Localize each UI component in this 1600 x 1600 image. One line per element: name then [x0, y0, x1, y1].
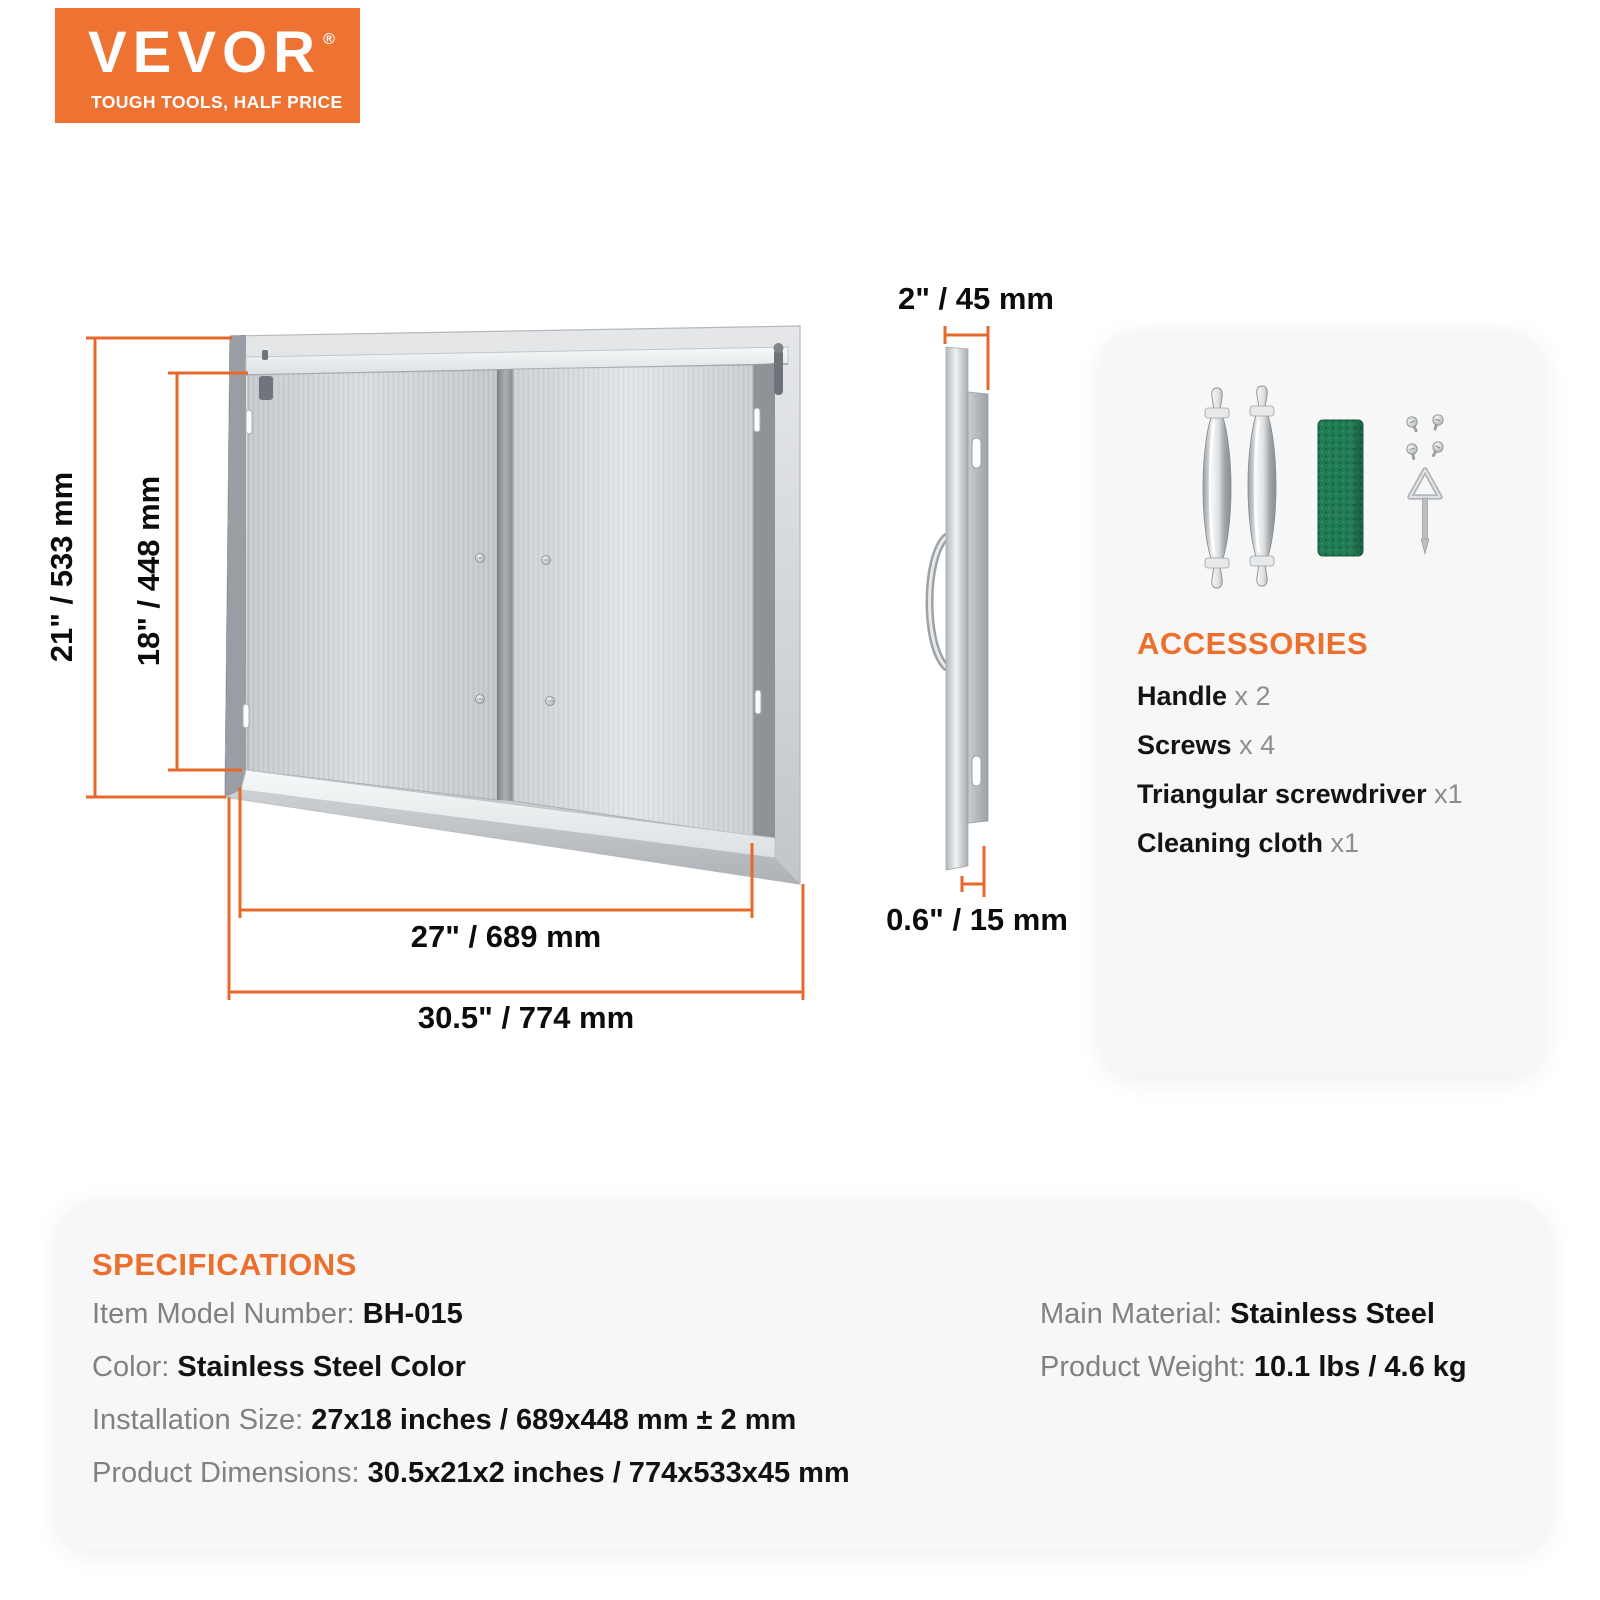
frame-bottom-sill: [241, 770, 775, 858]
side-front-strip: [946, 347, 968, 870]
screws-icon: [1405, 413, 1445, 460]
mounting-slot: [246, 410, 252, 434]
specifications-heading: SPECIFICATIONS: [92, 1247, 357, 1282]
spec-row-material: Main Material: Stainless Steel: [1040, 1298, 1435, 1330]
side-handle-icon: [930, 537, 947, 667]
door-outer-frame: [225, 326, 800, 884]
door-center-divider: [497, 369, 513, 801]
brand-name: [88, 20, 335, 85]
dim-label-outer-height: 21" / 533 mm: [44, 471, 79, 663]
accessory-item: Triangular screwdriver x1: [1137, 779, 1463, 809]
frame-left-return: [225, 335, 246, 797]
door-panel-right: [513, 365, 753, 836]
dim-line-depth: [945, 326, 988, 390]
accessory-item: Cleaning cloth x1: [1137, 828, 1360, 858]
registered-mark: ®: [323, 31, 335, 48]
brand-logo: [55, 8, 360, 123]
mounting-slot: [243, 704, 249, 728]
triangular-screwdriver-icon: [1410, 470, 1440, 554]
accessories-list: [1137, 682, 1463, 878]
dim-line-inner-width: [240, 787, 752, 918]
dim-line-outer-width: [229, 797, 803, 1000]
dim-label-outer-width: 30.5" / 774 mm: [417, 1000, 635, 1035]
spec-row-model: Item Model Number: BH-015: [92, 1298, 463, 1330]
hinge-pin-icon: [774, 349, 783, 395]
spec-row-color: Color: Stainless Steel Color: [92, 1351, 466, 1383]
hinge-pin-icon: [262, 350, 268, 360]
flange-slot: [972, 438, 981, 468]
dim-line-inner-height: [168, 373, 248, 770]
side-back-flange: [968, 392, 988, 823]
dim-label-inner-width: 27" / 689 mm: [410, 919, 602, 954]
dim-line-flange-offset: [962, 846, 984, 897]
brand-wordmark: VEVOR: [88, 20, 322, 85]
spec-row-product-dimensions: Product Dimensions: 30.5x21x2 inches / 774x533x45 mm: [92, 1457, 850, 1489]
dim-label-flange-offset: 0.6" / 15 mm: [886, 902, 1068, 937]
accessories-icons: [1100, 370, 1545, 640]
spec-row-weight: Product Weight: 10.1 lbs / 4.6 kg: [1040, 1351, 1467, 1383]
flange-slot: [972, 756, 981, 786]
side-view-illustration: [930, 347, 989, 870]
accessories-heading: ACCESSORIES: [1137, 626, 1369, 661]
dimension-lines: [86, 326, 988, 1000]
spec-list-right: [1040, 1300, 1467, 1406]
spec-list-left: [92, 1300, 850, 1512]
accessories-panel: [1100, 330, 1545, 1075]
spec-row-installation-size: Installation Size: 27x18 inches / 689x448 mm ± 2 mm: [92, 1404, 797, 1436]
mounting-slot: [755, 690, 761, 714]
door-panel-left: [248, 370, 497, 800]
frame-top-lip: [246, 347, 788, 375]
handle-icon: [1248, 386, 1276, 586]
accessory-item: Screws x 4: [1137, 730, 1276, 760]
scouring-pad-icon: [1318, 420, 1363, 556]
dim-label-inner-height: 18" / 448 mm: [131, 475, 166, 667]
hinge-icon: [259, 376, 273, 400]
specifications-panel: [57, 1200, 1550, 1550]
brand-tagline: TOUGH TOOLS, HALF PRICE: [91, 92, 343, 112]
dim-label-depth: 2" / 45 mm: [898, 281, 1054, 316]
frame-bottom-face: [225, 790, 800, 884]
handle-icon: [1203, 388, 1231, 588]
front-view-illustration: [225, 326, 800, 884]
mounting-slot: [754, 408, 760, 432]
accessory-item: Handle x 2: [1137, 681, 1271, 711]
panel-screws: [476, 554, 555, 706]
recess-right-rail: [753, 363, 775, 856]
